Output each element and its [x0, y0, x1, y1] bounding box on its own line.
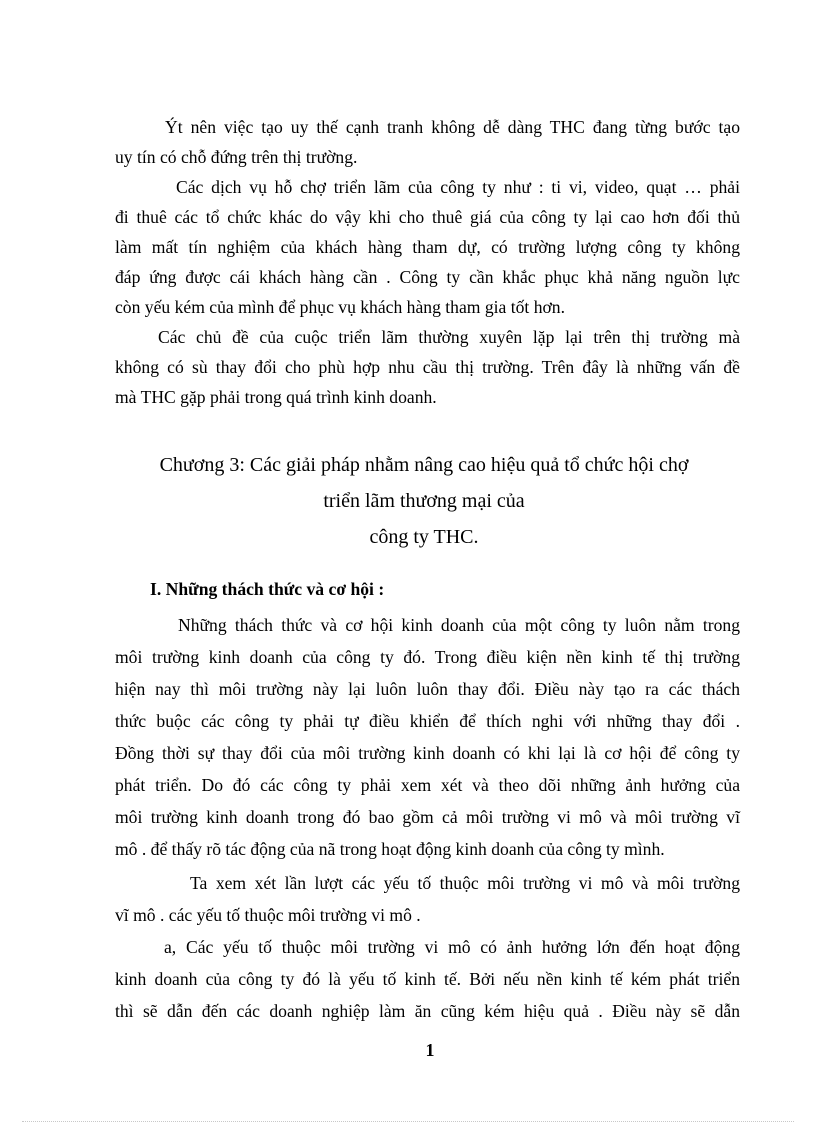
text-line: Các dịch vụ hỗ chợ triển lãm của công ty như : ti vi, video, quạt … phải [176, 177, 740, 197]
text-line: còn yếu kém của mình để phục vụ khách hàng tham gia tốt hơn. [115, 297, 566, 317]
text-line: không có sù thay đổi cho phù hợp nhu cầu thị trường. Trên đây là những vấn đề [115, 357, 740, 377]
chapter-title-line: triển lãm thương mại của [323, 490, 525, 512]
text-line: Những thách thức và cơ hội kinh doanh của một công ty luôn nằm trong [178, 615, 740, 635]
text-line: đáp ứng được cái khách hàng cần . Công ty cần khắc phục khả năng nguồn lực [115, 267, 740, 287]
text-line: đi thuê các tổ chức khác do vậy khi cho thuê giá của công ty lại cao hơn đối thủ [115, 207, 740, 227]
page-number: 1 [425, 1040, 435, 1060]
text-line: thì sẽ dẫn đến các doanh nghiệp làm ăn cũng kém hiệu quả . Điều này sẽ dẫn [115, 1001, 740, 1021]
text-line: môi trường kinh doanh của công ty đó. Trong điều kiện nền kinh tế thị trường [115, 647, 740, 667]
text-line: môi trường kinh doanh trong đó bao gồm cả môi trường vi mô và môi trường vĩ [115, 807, 740, 827]
text-line: Các chủ đề của cuộc triển lãm thường xuyên lặp lại trên thị trường mà [158, 327, 740, 347]
chapter-title-line: công ty THC. [369, 526, 479, 548]
text-line: thức buộc các công ty phải tự điều khiển để thích nghi với những thay đổi . [115, 711, 740, 731]
text-line: hiện nay thì môi trường này lại luôn luôn thay đổi. Điều này tạo ra các thách [115, 679, 740, 699]
page-bottom-border [22, 1121, 794, 1122]
text-line: Ýt nên việc tạo uy thế cạnh tranh không dễ dàng THC đang từng bước tạo [165, 117, 740, 137]
text-line: vĩ mô . các yếu tố thuộc môi trường vi mô . [115, 905, 421, 925]
text-line: Đồng thời sự thay đổi của môi trường kinh doanh có khi lại là cơ hội để công ty [115, 743, 740, 763]
text-line: làm mất tín nghiệm của khách hàng tham dự, có trường lượng công ty không [115, 237, 740, 257]
text-line: kinh doanh của công ty đó là yếu tố kinh tế. Bởi nếu nền kinh tế kém phát triển [115, 969, 740, 989]
text-line: phát triển. Do đó các công ty phải xem xét và theo dõi những ảnh hưởng của [115, 775, 740, 795]
text-line: Ta xem xét lần lượt các yếu tố thuộc môi trường vi mô và môi trường [190, 873, 740, 893]
text-line: uy tín có chỗ đứng trên thị trường. [115, 147, 358, 167]
text-line: mà THC gặp phải trong quá trình kinh doanh. [115, 387, 437, 407]
chapter-title-line: Chương 3: Các giải pháp nhằm nâng cao hiệu quả tổ chức hội chợ [159, 454, 689, 476]
section-heading: I. Những thách thức và cơ hội : [150, 579, 385, 599]
text-line: a, Các yếu tố thuộc môi trường vi mô có ảnh hưởng lớn đến hoạt động [164, 937, 740, 957]
text-line: mô . để thấy rõ tác động của nã trong hoạt động kinh doanh của công ty mình. [115, 839, 665, 859]
